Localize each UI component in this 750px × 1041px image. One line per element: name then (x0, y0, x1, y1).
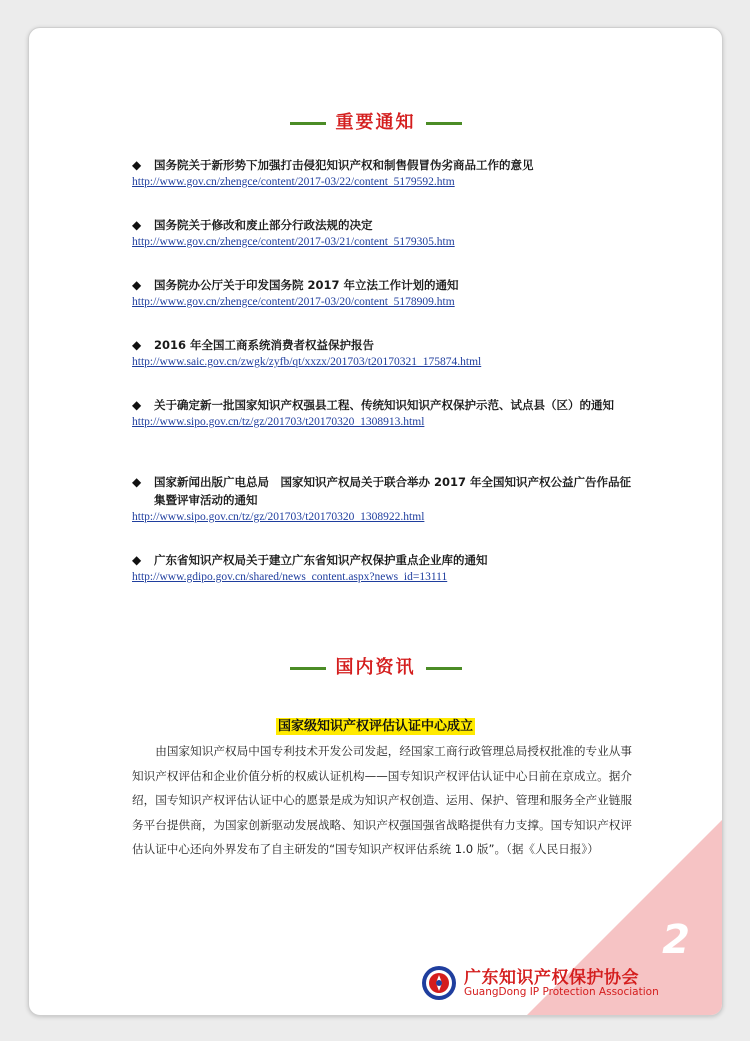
section-title-notices: 重要通知 (335, 112, 416, 133)
notice-item (132, 396, 632, 428)
notice-link[interactable]: http://www.sipo.gov.cn/tz/gz/201703/t20170320_1308913.html (132, 416, 425, 428)
notice-link[interactable]: http://www.gov.cn/zhengce/content/2017-03/21/content_5179305.htm (132, 236, 455, 248)
article-body: 由国家知识产权局中国专利技术开发公司发起，经国家工商行政管理总局授权批准的专业从事知识产权评估和企业价值分析的权威认证机构——国专知识产权评估认证中心日前在京成立。据介绍，国专知识产权评估认证中心的愿景是成为知识产权创造、运用、保护、管理和服务全产业链服务平台提供商，为国家创新驱动发展战略、知识产权强国强省战略提供有力支撑。国专知识产权评估认证中心还向外界发布了自主研发的“国专知识产权评估系统 1.0 版”。（据《人民日报》） (132, 744, 632, 857)
heading-bar-left (290, 122, 326, 125)
notice-link[interactable]: http://www.gov.cn/zhengce/content/2017-03/22/content_5179592.htm (132, 176, 455, 188)
page-number: 2 (662, 917, 690, 963)
notice-item (132, 276, 632, 308)
notice-title: 国务院办公厅关于印发国务院 2017 年立法工作计划的通知 (154, 278, 459, 292)
notice-item (132, 473, 632, 523)
association-logo-icon (421, 965, 457, 1001)
notice-link[interactable]: http://www.sipo.gov.cn/tz/gz/201703/t20170320_1308922.html (132, 511, 425, 523)
diamond-bullet-icon: ◆ (132, 398, 142, 412)
footer-brand (421, 963, 681, 1007)
heading-bar-left (290, 667, 326, 670)
notice-link[interactable]: http://www.gdipo.gov.cn/shared/news_content.aspx?news_id=13111 (132, 571, 448, 583)
section-title-news: 国内资讯 (335, 657, 416, 678)
diamond-bullet-icon: ◆ (132, 158, 142, 172)
notice-item (132, 551, 632, 583)
notice-link[interactable]: http://www.gov.cn/zhengce/content/2017-03/20/content_5178909.htm (132, 296, 455, 308)
notice-title: 广东省知识产权局关于建立广东省知识产权保护重点企业库的通知 (154, 553, 488, 567)
notice-title: 国务院关于新形势下加强打击侵犯知识产权和制售假冒伪劣商品工作的意见 (154, 158, 534, 172)
notice-item (132, 216, 632, 248)
diamond-bullet-icon: ◆ (132, 553, 142, 567)
notice-title: 国务院关于修改和废止部分行政法规的决定 (154, 218, 373, 232)
article-title-row (29, 715, 722, 734)
footer-org-cn: 广东知识产权保护协会 (464, 968, 639, 988)
section-heading-notices (29, 108, 722, 134)
notice-item (132, 156, 632, 188)
article-title: 国家级知识产权评估认证中心成立 (277, 719, 473, 734)
heading-bar-right (426, 667, 462, 670)
diamond-bullet-icon: ◆ (132, 218, 142, 232)
footer-org-en: GuangDong IP Protection Association (464, 986, 659, 998)
notice-title: 关于确定新一批国家知识产权强县工程、传统知识知识产权保护示范、试点县（区）的通知 (154, 398, 614, 412)
notice-item (132, 336, 632, 368)
notice-title: 国家新闻出版广电总局 国家知识产权局关于联合举办 2017 年全国知识产权公益广告作品征集暨评审活动的通知 (154, 475, 632, 507)
notice-title: 2016 年全国工商系统消费者权益保护报告 (154, 338, 375, 352)
document-page (28, 27, 723, 1016)
heading-bar-right (426, 122, 462, 125)
section-heading-news (29, 653, 722, 679)
diamond-bullet-icon: ◆ (132, 278, 142, 292)
diamond-bullet-icon: ◆ (132, 475, 142, 489)
notice-link[interactable]: http://www.saic.gov.cn/zwgk/zyfb/qt/xxzx/201703/t20170321_175874.html (132, 356, 482, 368)
diamond-bullet-icon: ◆ (132, 338, 142, 352)
